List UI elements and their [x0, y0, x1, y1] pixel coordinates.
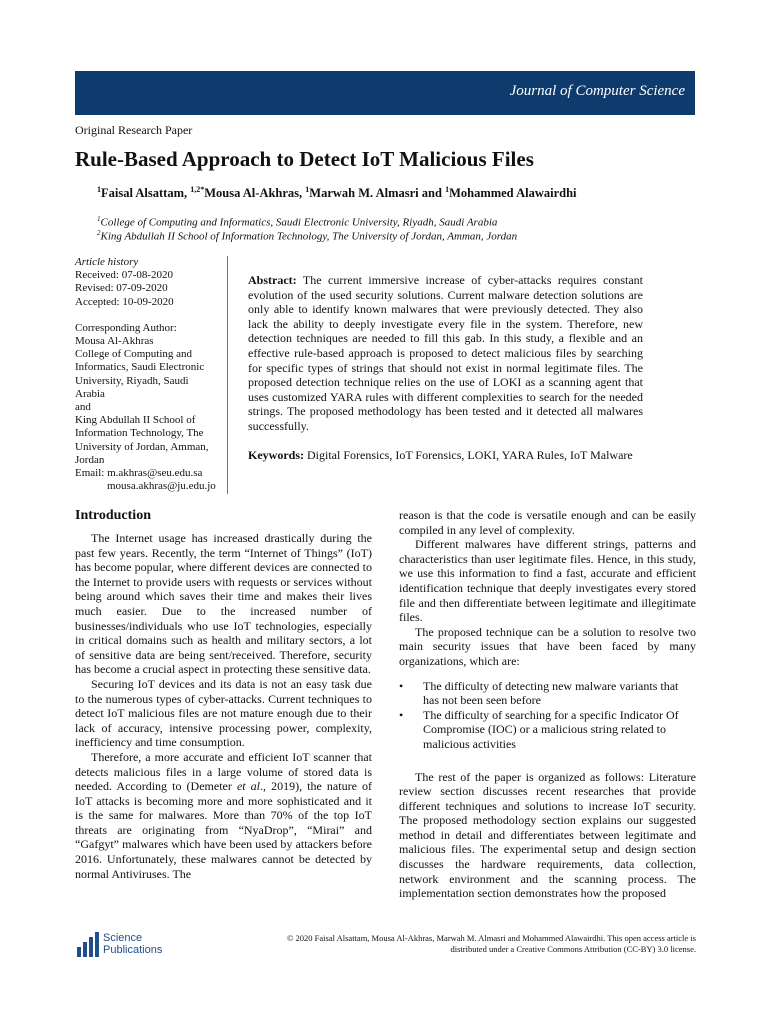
keywords-text: Digital Forensics, IoT Forensics, LOKI, YARA Rules, IoT Malware [304, 448, 633, 462]
citation-etal: et al [236, 779, 261, 794]
corresponding-line: Informatics, Saudi Electronic [75, 361, 205, 374]
paragraph: The Internet usage has increased drastically during the past few years. Recently, the term “Internet of Things” (IoT) has become popular, where different devices are connected to the Internet to provide users with requests or services without being around which saves their time and makes their lives much easier. Due to the increased number of businesses/individuals who use IoT technologies, especially in critical domains such as health and military sectors, a lot of sensitive data are being sent/received. Therefore, security has become a crucial aspect in protecting these sensitive data. [75, 531, 372, 677]
abstract-text: The current immersive increase of cyber-attacks requires constant evolution of the used security solutions. Current malware detection solutions are only able to identify known malwares that were previously detected. They also lack the ability to deeply investigate every file in the system. Therefore, new detection techniques are needed to fill this gab. In this study, a flexible and an effective rule-based approach is proposed to detect malicious files by searching for specific types of strings that should not exist in normal legitimate files. The proposed detection technique relies on the use of LOKI as a scanning agent that uses customized YARA rules with different complexities to search for the needed strings. The proposed methodology has been tested and it detected all malwares successfully. [248, 273, 643, 433]
list-item-text: The difficulty of detecting new malware variants that has not been seen before [423, 678, 679, 708]
affiliation-1-text: College of Computing and Informatics, Saudi Electronic University, Riyadh, Saudi Arabia [100, 216, 498, 229]
author-1-sup: 1 [97, 185, 101, 194]
publisher-name-line: Publications [103, 944, 163, 956]
paragraph: The proposed technique can be a solution to resolve two main security issues that have been faced by many organizations, which are: [399, 624, 696, 668]
corresponding-line: and [75, 401, 91, 414]
author-4-sup: 1 [445, 185, 450, 194]
corresponding-line: University, Riyadh, Saudi [75, 374, 189, 387]
journal-name: Journal of Computer Science [509, 83, 685, 99]
paragraph: Securing IoT devices and its data is not an easy task due to the numerous types of cyber-attacks. Current techniques to detect IoT malicious files are not mature enough due to their lack of accuracy, intensive processing power, complexity, inefficiency and time consumption. [75, 676, 372, 750]
section-heading-introduction: Introduction [75, 508, 151, 523]
affiliation-2-text: King Abdullah II School of Information Technology, The University of Jordan, Amman, Jordan [100, 230, 518, 243]
paragraph: Different malwares have different strings, patterns and characteristics than user legitimate files. Hence, in this study, we use this information to find a fast, accurate and efficient identification technique that deeply investigates every stored file and then differentiate between legitimate and illegitimate files. [399, 537, 696, 625]
article-sidebar [75, 256, 228, 494]
list-item [399, 708, 696, 752]
paragraph-text: ., 2019), the nature of IoT attacks is becoming more and more sophisticated and it is the same for malwares. More than 70% of the top IoT threats are originating from “NyaDrop”, “Mirai” and “Gafgyt” malwares which have been used by attackers before 2016. Unfortunately, these malwares cannot be detected by normal Antiviruses. The [75, 779, 372, 881]
affiliation-1 [97, 215, 497, 229]
author-2: Mousa Al-Akhras, [204, 186, 306, 201]
author-4: Mohammed Alawairdhi [449, 186, 577, 201]
publisher-logo-icon [75, 931, 101, 959]
right-column [399, 508, 696, 901]
bullet-icon: • [399, 707, 404, 722]
history-label: Article history [75, 256, 139, 268]
affiliation-2 [97, 229, 517, 243]
list-item [399, 679, 696, 708]
left-column [75, 531, 372, 881]
author-3-sup: 1 [305, 185, 310, 194]
corresponding-line: Jordan [75, 453, 105, 466]
email-primary[interactable]: Email: m.akhras@seu.edu.sa [75, 467, 203, 480]
license-notice [240, 933, 696, 955]
paragraph-text: Therefore, a more accurate and efficient IoT scanner that detects malicious files in a large volume of stored data is needed. According to (Demeter [75, 749, 372, 794]
paper-type: Original Research Paper [75, 123, 193, 137]
publisher-logo [75, 931, 175, 961]
publisher-name [103, 932, 162, 956]
corresponding-name: Mousa Al-Akhras [75, 335, 154, 348]
publisher-name-line: Science [103, 932, 143, 944]
paragraph [75, 750, 372, 881]
bullet-icon: • [399, 678, 404, 693]
abstract [248, 273, 643, 434]
license-line: distributed under a Creative Commons Attribution (CC-BY) 3.0 license. [450, 944, 696, 954]
email-secondary[interactable]: mousa.akhras@ju.edu.jo [107, 480, 216, 493]
corresponding-line: Information Technology, The [75, 427, 204, 440]
accepted-date: Accepted: 10-09-2020 [75, 295, 174, 308]
revised-date: Revised: 07-09-2020 [75, 282, 168, 295]
corresponding-line: King Abdullah II School of [75, 414, 196, 427]
author-3: Marwah M. Almasri and [309, 186, 446, 201]
paragraph: The rest of the paper is organized as follows: Literature review section discusses recent researches that provide different techniques and solutions to increase IoT security. The proposed methodology section explains our suggested method in detail and differentiates between legitimate and malicious files. The experimental setup and design section discusses the hardware requirements, data collection, network environment and the scanning process. The implementation section demonstrates how the proposed [399, 769, 696, 901]
list-item-text: The difficulty of searching for a specific Indicator Of Compromise (IOC) or a malicious string related to malicious activities [423, 707, 679, 751]
corresponding-line: College of Computing and [75, 348, 193, 361]
bullet-list [399, 679, 696, 752]
license-line: © 2020 Faisal Alsattam, Mousa Al-Akhras, Marwah M. Almasri and Mohammed Alawairdhi. This open access article is [286, 933, 696, 943]
affiliation-1-sup: 1 [97, 215, 101, 223]
paper-title: Rule-Based Approach to Detect IoT Malicious Files [75, 147, 534, 171]
keywords [248, 448, 643, 463]
paragraph: reason is that the code is versatile enough and can be easily compiled in any level of complexity. [399, 508, 696, 537]
abstract-label: Abstract: [248, 273, 297, 287]
author-1: Faisal Alsattam, [101, 186, 191, 201]
author-2-sup: 1,2* [190, 185, 205, 194]
corresponding-line: Arabia [75, 387, 105, 400]
affiliation-2-sup: 2 [97, 229, 101, 237]
keywords-label: Keywords: [248, 448, 304, 462]
received-date: Received: 07-08-2020 [75, 269, 174, 282]
journal-banner [75, 71, 695, 115]
corresponding-line: University of Jordan, Amman, [75, 440, 209, 453]
author-list [97, 185, 577, 201]
corresponding-label: Corresponding Author: [75, 321, 177, 334]
